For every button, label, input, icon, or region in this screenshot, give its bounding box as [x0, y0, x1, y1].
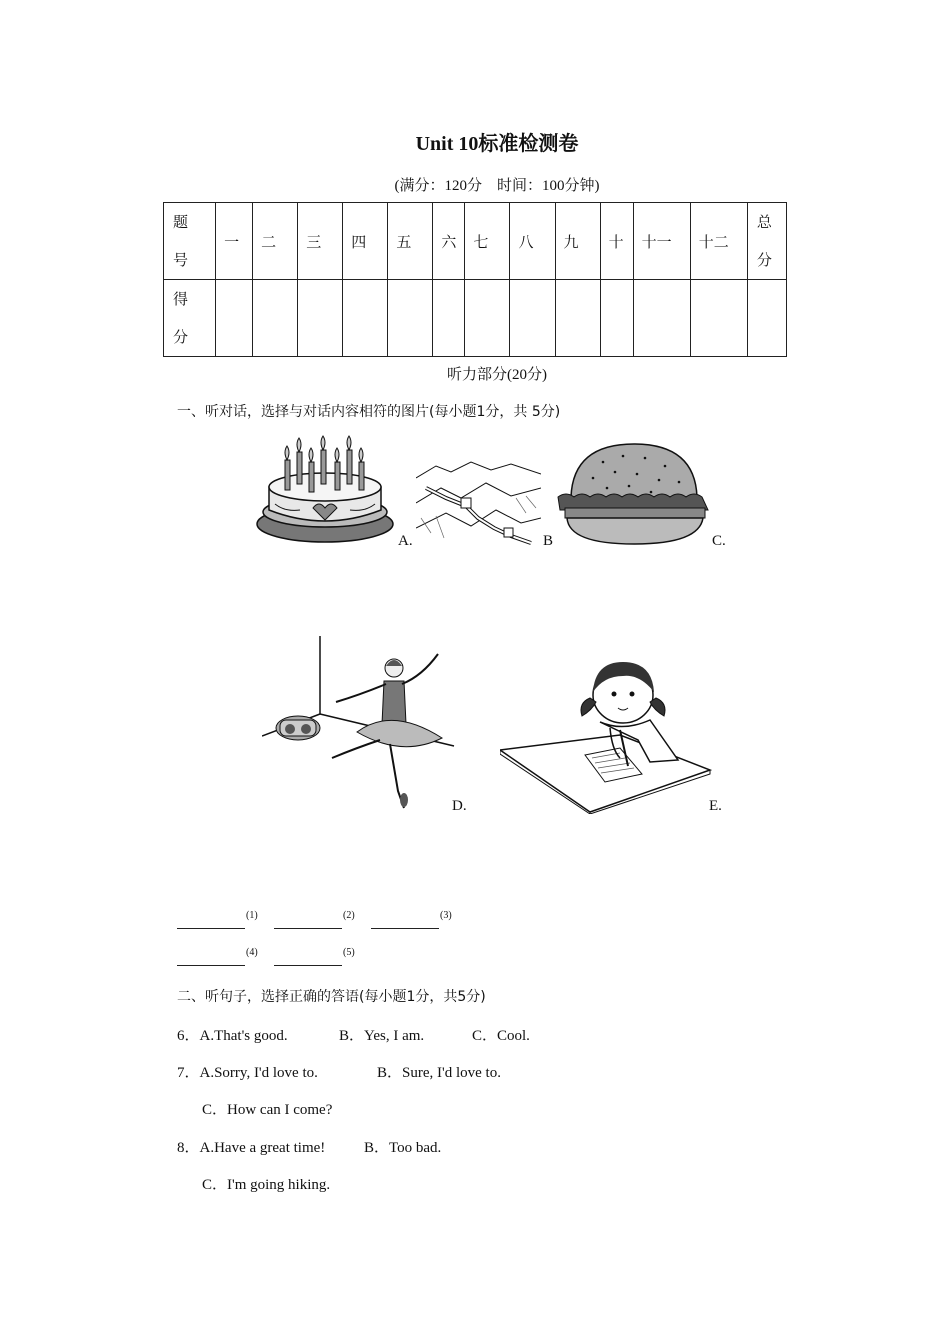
picture-label: D.	[452, 798, 467, 814]
q7-option-b: B．Sure, I'd love to.	[377, 1065, 501, 1081]
column-header: 十二	[690, 203, 747, 280]
table-row	[164, 280, 787, 357]
column-header: 四	[343, 203, 388, 280]
answer-blank[interactable]: (1)	[177, 910, 258, 929]
row-label-score: 得分	[164, 280, 216, 357]
girl-writing-icon	[500, 650, 712, 814]
picture-label: A.	[398, 533, 413, 549]
column-header: 十	[600, 203, 633, 280]
ballet-dancer-icon	[262, 636, 457, 811]
q8-option-b: B．Too bad.	[364, 1140, 442, 1156]
score-cell[interactable]	[555, 280, 600, 357]
q7-option-c: C．How can I come?	[202, 1102, 333, 1118]
picture-label: C.	[712, 533, 726, 549]
answer-blank[interactable]: (2)	[274, 910, 355, 929]
great-wall-icon	[416, 458, 541, 548]
q7-option-a: 7．A.Sorry, I'd love to.	[177, 1065, 318, 1081]
page-title: Unit 10标准检测卷	[415, 133, 579, 155]
answer-blank[interactable]: (4)	[177, 947, 258, 966]
hamburger-icon	[553, 442, 715, 548]
score-cell[interactable]	[465, 280, 510, 357]
score-cell[interactable]	[216, 280, 253, 357]
part1-instruction: 一、听对话，选择与对话内容相符的图片(每小题1分，共 5分)	[177, 404, 561, 420]
column-header: 九	[555, 203, 600, 280]
column-header: 七	[465, 203, 510, 280]
score-cell[interactable]	[510, 280, 555, 357]
column-header: 一	[216, 203, 253, 280]
column-header: 二	[253, 203, 298, 280]
q6-option-b: B．Yes, I am.	[339, 1028, 425, 1044]
score-cell[interactable]	[600, 280, 633, 357]
picture-label: B	[543, 533, 554, 549]
score-cell[interactable]	[690, 280, 747, 357]
picture-label: E.	[709, 798, 722, 814]
score-cell[interactable]	[633, 280, 690, 357]
score-table	[163, 202, 787, 357]
q8-option-c: C．I'm going hiking.	[202, 1177, 331, 1193]
row-label-question-number: 题号	[164, 203, 216, 280]
score-cell[interactable]	[253, 280, 298, 357]
column-header-total: 总分	[747, 203, 786, 280]
q6-option-a: 6．A.That's good.	[177, 1028, 288, 1044]
birthday-cake-icon	[255, 432, 395, 547]
score-cell[interactable]	[388, 280, 433, 357]
column-header: 十一	[633, 203, 690, 280]
score-cell[interactable]	[298, 280, 343, 357]
column-header: 六	[433, 203, 465, 280]
score-cell[interactable]	[343, 280, 388, 357]
q8-option-a: 8．A.Have a great time!	[177, 1140, 326, 1156]
score-cell[interactable]	[433, 280, 465, 357]
part2-instruction: 二、听句子，选择正确的答语(每小题1分，共5分)	[177, 989, 486, 1005]
column-header: 八	[510, 203, 555, 280]
section-heading-listening: 听力部分(20分)	[447, 367, 547, 383]
answer-blank[interactable]: (5)	[274, 947, 355, 966]
q6-option-c: C．Cool.	[472, 1028, 530, 1044]
answer-blank[interactable]: (3)	[371, 910, 452, 929]
column-header: 五	[388, 203, 433, 280]
column-header: 三	[298, 203, 343, 280]
page-subtitle: (满分：120分 时间：100分钟)	[394, 178, 600, 194]
score-cell[interactable]	[747, 280, 786, 357]
table-row	[164, 203, 787, 280]
